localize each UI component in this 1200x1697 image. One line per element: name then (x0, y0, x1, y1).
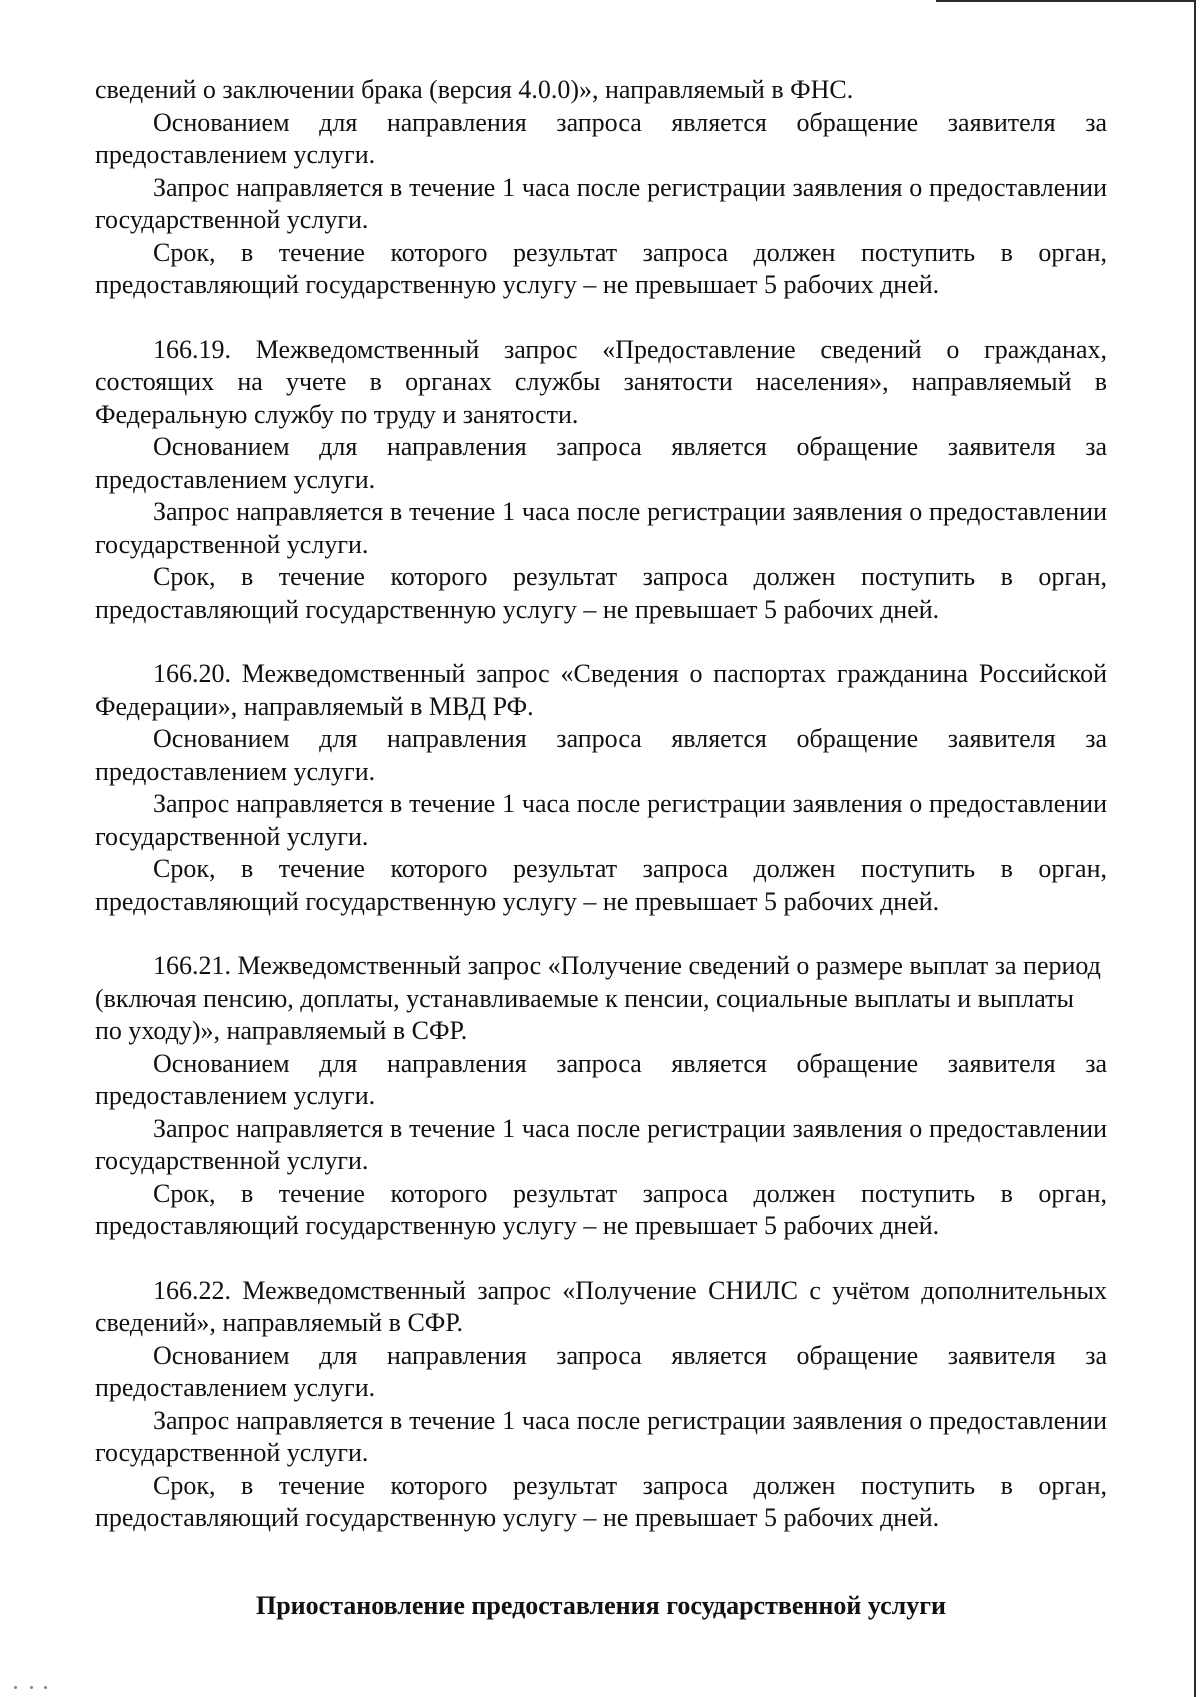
scan-speck (30, 1686, 33, 1689)
section-gap (95, 302, 1107, 334)
intro-continuation: сведений о заключении брака (версия 4.0.0)», направляемый в ФНС. (95, 75, 854, 104)
section-gap (95, 626, 1107, 658)
section-166-20-basis: Основанием для направления запроса является обращение заявителя за предоставлением услуги. (95, 724, 1107, 786)
document-body (95, 74, 1107, 1535)
section-166-20-deadline: Срок, в течение которого результат запроса должен поступить в орган, предоставляющий государственную услугу – не превышает 5 рабочих дней. (95, 854, 1107, 916)
scan-speck (44, 1686, 47, 1689)
section-166-21-timing: Запрос направляется в течение 1 часа после регистрации заявления о предоставлении государственной услуги. (95, 1113, 1107, 1175)
intro-basis: Основанием для направления запроса является обращение заявителя за предоставлением услуги. (95, 107, 1107, 169)
intro-deadline: Срок, в течение которого результат запроса должен поступить в орган, предоставляющий государственную услугу – не превышает 5 рабочих дней. (95, 237, 1107, 299)
section-166-22-timing: Запрос направляется в течение 1 часа после регистрации заявления о предоставлении государственной услуги. (95, 1405, 1107, 1467)
section-166-21-deadline: Срок, в течение которого результат запроса должен поступить в орган, предоставляющий государственную услугу – не превышает 5 рабочих дней. (95, 1178, 1107, 1240)
section-166-22-deadline: Срок, в течение которого результат запроса должен поступить в орган, предоставляющий государственную услугу – не превышает 5 рабочих дней. (95, 1470, 1107, 1532)
intro-timing: Запрос направляется в течение 1 часа после регистрации заявления о предоставлении государственной услуги. (95, 172, 1107, 234)
section-gap (95, 1243, 1107, 1275)
section-gap (95, 918, 1107, 950)
scan-edge-line (1194, 0, 1196, 1697)
section-heading: Приостановление предоставления государственной услуги (255, 1591, 946, 1620)
section-166-20-title: 166.20. Межведомственный запрос «Сведения о паспортах гражданина Российской Федерации», направляемый в МВД РФ. (95, 659, 1107, 721)
section-166-21-basis: Основанием для направления запроса является обращение заявителя за предоставлением услуги. (95, 1048, 1107, 1110)
section-166-19-basis: Основанием для направления запроса является обращение заявителя за предоставлением услуги. (95, 432, 1107, 494)
section-166-19-deadline: Срок, в течение которого результат запроса должен поступить в орган, предоставляющий государственную услугу – не превышает 5 рабочих дней. (95, 562, 1107, 624)
section-166-19-title: 166.19. Межведомственный запрос «Предоставление сведений о гражданах, состоящих на учете в органах службы занятости населения», направляемый в Федеральную службу по труду и занятости. (95, 334, 1107, 429)
scan-edge-line-top (936, 0, 1196, 2)
section-166-22-basis: Основанием для направления запроса является обращение заявителя за предоставлением услуги. (95, 1340, 1107, 1402)
section-166-21-title: 166.21. Межведомственный запрос «Получение сведений о размере выплат за период (включая пенсию, доплаты, устанавливаемые к пенсии, социальные выплаты и выплаты по уходу)», направляемый в СФР. (95, 951, 1101, 1045)
section-166-22-title: 166.22. Межведомственный запрос «Получение СНИЛС с учётом дополнительных сведений», направляемый в СФР. (95, 1275, 1107, 1337)
section-166-20-timing: Запрос направляется в течение 1 часа после регистрации заявления о предоставлении государственной услуги. (95, 789, 1107, 851)
section-166-19-timing: Запрос направляется в течение 1 часа после регистрации заявления о предоставлении государственной услуги. (95, 497, 1107, 559)
scan-speck (14, 1686, 17, 1689)
